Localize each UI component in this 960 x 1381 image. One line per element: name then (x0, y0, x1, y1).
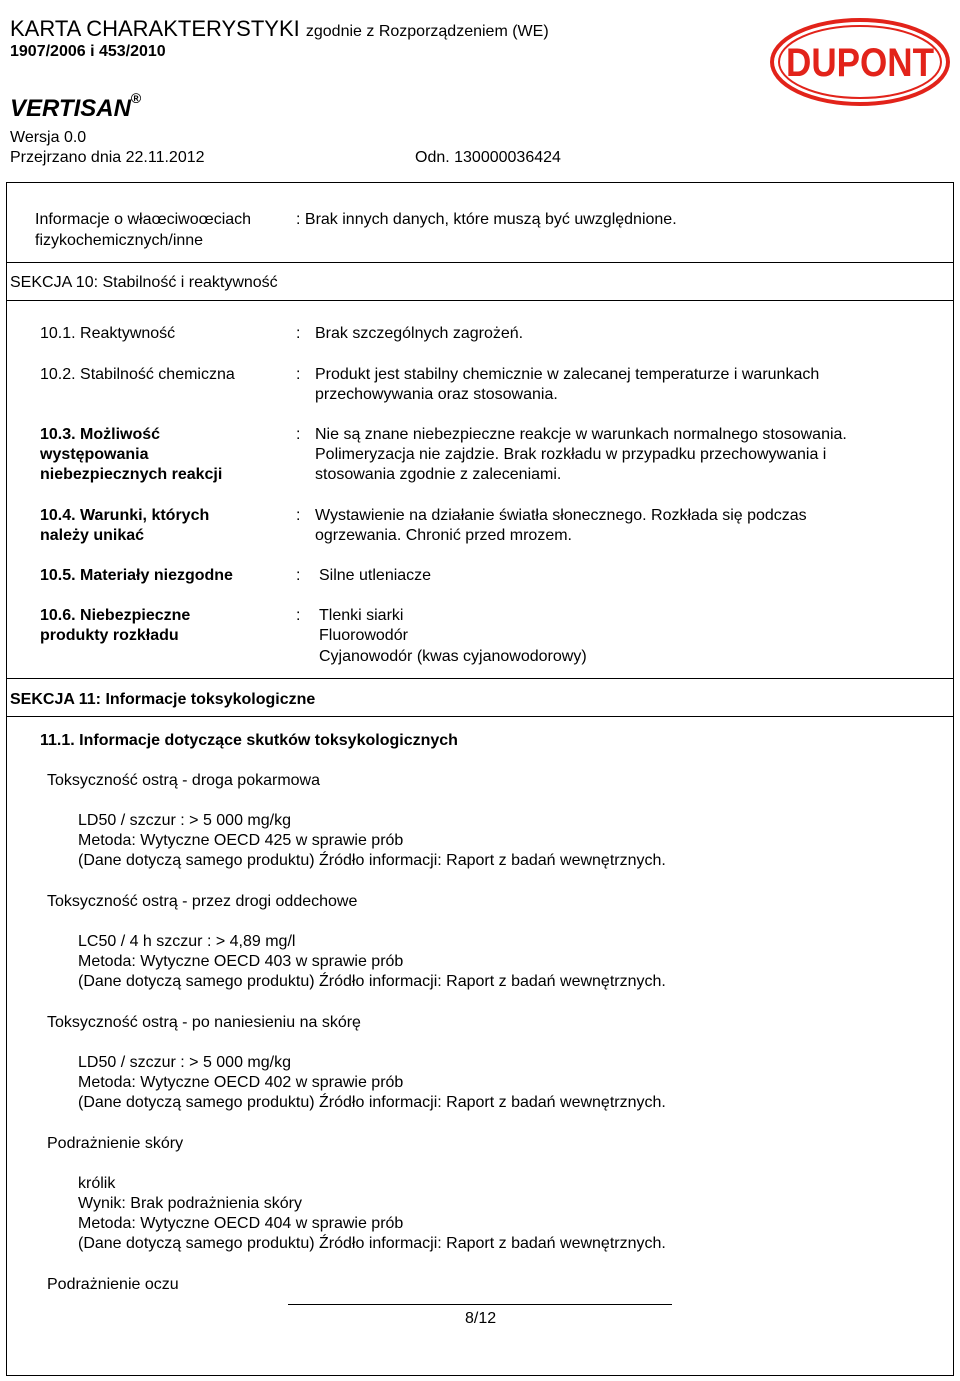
dermal-toxicity-method: Metoda: Wytyczne OECD 402 w sprawie prób (78, 1074, 404, 1091)
physchem-label-line1: Informacje o właœciwoœciach (35, 211, 252, 228)
inhalation-toxicity-title: Toksyczność ostrą - przez drogi oddechowe (47, 893, 358, 910)
oral-toxicity-method: Metoda: Wytyczne OECD 425 w sprawie prób (78, 832, 404, 849)
conditions-avoid-value-line1: Wystawienie na działanie światła słonecznego. Rozkłada się podczas (315, 507, 807, 524)
section11-rule-top (6, 678, 954, 679)
conditions-avoid-value-line2: ogrzewania. Chronić przed mrozem. (315, 527, 572, 544)
incompatible-materials-colon: : (296, 567, 301, 584)
eye-irritation-title: Podrażnienie oczu (47, 1276, 179, 1293)
hazardous-reactions-value-line1: Nie są znane niebezpieczne reakcje w warunkach normalnego stosowania. (315, 426, 847, 443)
skin-irritation-source: (Dane dotyczą samego produktu) Źródło informacji: Raport z badań wewnętrznych. (78, 1235, 666, 1252)
section11-heading: SEKCJA 11: Informacje toksykologiczne (10, 691, 316, 708)
oral-toxicity-source: (Dane dotyczą samego produktu) Źródło informacji: Raport z badań wewnętrznych. (78, 852, 666, 869)
hazardous-reactions-colon: : (296, 426, 301, 443)
stability-colon: : (296, 366, 301, 383)
hazardous-reactions-value-line3: stosowania zgodnie z zaleceniami. (315, 466, 562, 483)
regulation-number: 1907/2006 i 453/2010 (10, 43, 166, 60)
physchem-label-line2: fizykochemicznych/inne (35, 232, 204, 249)
reference-number: Odn. 130000036424 (415, 149, 561, 166)
hazardous-reactions-label-line3: niebezpiecznych reakcji (40, 466, 223, 483)
hazardous-reactions-value-line2: Polimeryzacja nie zajdzie. Brak rozkładu w przypadku przechowywania i (315, 446, 827, 463)
skin-irritation-title: Podrażnienie skóry (47, 1135, 184, 1152)
product-name-text: VERTISAN (10, 95, 131, 122)
page-number: 8/12 (465, 1310, 497, 1327)
reactivity-colon: : (296, 325, 301, 342)
stability-label: 10.2. Stabilność chemiczna (40, 366, 235, 383)
conditions-avoid-colon: : (296, 507, 301, 524)
decomposition-products-value-line2: Fluorowodór (319, 627, 408, 644)
hazardous-reactions-label-line1: 10.3. Możliwość (40, 426, 161, 443)
skin-irritation-species: królik (78, 1175, 116, 1192)
decomposition-products-label-line1: 10.6. Niebezpieczne (40, 607, 191, 624)
inhalation-toxicity-lc50: LC50 / 4 h szczur : > 4,89 mg/l (78, 933, 296, 950)
revision-date: Przejrzano dnia 22.11.2012 (10, 149, 205, 166)
section10-rule-top (6, 262, 954, 263)
reactivity-label: 10.1. Reaktywność (40, 325, 176, 342)
oral-toxicity-ld50: LD50 / szczur : > 5 000 mg/kg (78, 812, 291, 829)
decomposition-products-label-line2: produkty rozkładu (40, 627, 179, 644)
section11-rule-bottom (6, 716, 954, 717)
logo-text: DUPONT (786, 41, 934, 85)
product-name (10, 88, 141, 123)
stability-value-line2: przechowywania oraz stosowania. (315, 386, 558, 403)
skin-irritation-method: Metoda: Wytyczne OECD 404 w sprawie prób (78, 1215, 404, 1232)
physchem-value: : Brak innych danych, które muszą być uwzględnione. (296, 211, 677, 228)
hazardous-reactions-label-line2: występowania (40, 446, 149, 463)
section11-subheading: 11.1. Informacje dotyczące skutków toksykologicznych (40, 732, 458, 749)
reactivity-value: Brak szczególnych zagrożeń. (315, 325, 524, 342)
dupont-logo (770, 18, 950, 106)
decomposition-products-colon: : (296, 607, 301, 624)
skin-irritation-result: Wynik: Brak podrażnienia skóry (78, 1195, 302, 1212)
decomposition-products-value-line3: Cyjanowodór (kwas cyjanowodorowy) (319, 648, 587, 665)
footer-rule (288, 1304, 672, 1305)
inhalation-toxicity-method: Metoda: Wytyczne OECD 403 w sprawie prób (78, 953, 404, 970)
dermal-toxicity-source: (Dane dotyczą samego produktu) Źródło informacji: Raport z badań wewnętrznych. (78, 1094, 666, 1111)
document-title (10, 16, 549, 45)
registered-mark: ® (130, 90, 142, 106)
section10-heading: SEKCJA 10: Stabilność i reaktywność (10, 274, 278, 291)
version-label: Wersja 0.0 (10, 129, 87, 146)
oral-toxicity-title: Toksyczność ostrą - droga pokarmowa (47, 772, 320, 789)
decomposition-products-value-line1: Tlenki siarki (319, 607, 404, 624)
document-title-main: KARTA CHARAKTERYSTYKI (10, 16, 300, 41)
conditions-avoid-label-line2: należy unikać (40, 527, 145, 544)
dermal-toxicity-title: Toksyczność ostrą - po naniesieniu na skórę (47, 1014, 361, 1031)
conditions-avoid-label-line1: 10.4. Warunki, których (40, 507, 210, 524)
document-title-sub: zgodnie z Rozporządzeniem (WE) (305, 23, 549, 40)
incompatible-materials-label: 10.5. Materiały niezgodne (40, 567, 233, 584)
stability-value-line1: Produkt jest stabilny chemicznie w zalecanej temperaturze i warunkach (315, 366, 820, 383)
dermal-toxicity-ld50: LD50 / szczur : > 5 000 mg/kg (78, 1054, 291, 1071)
section10-rule-bottom (6, 300, 954, 301)
inhalation-toxicity-source: (Dane dotyczą samego produktu) Źródło informacji: Raport z badań wewnętrznych. (78, 973, 666, 990)
incompatible-materials-value: Silne utleniacze (319, 567, 432, 584)
